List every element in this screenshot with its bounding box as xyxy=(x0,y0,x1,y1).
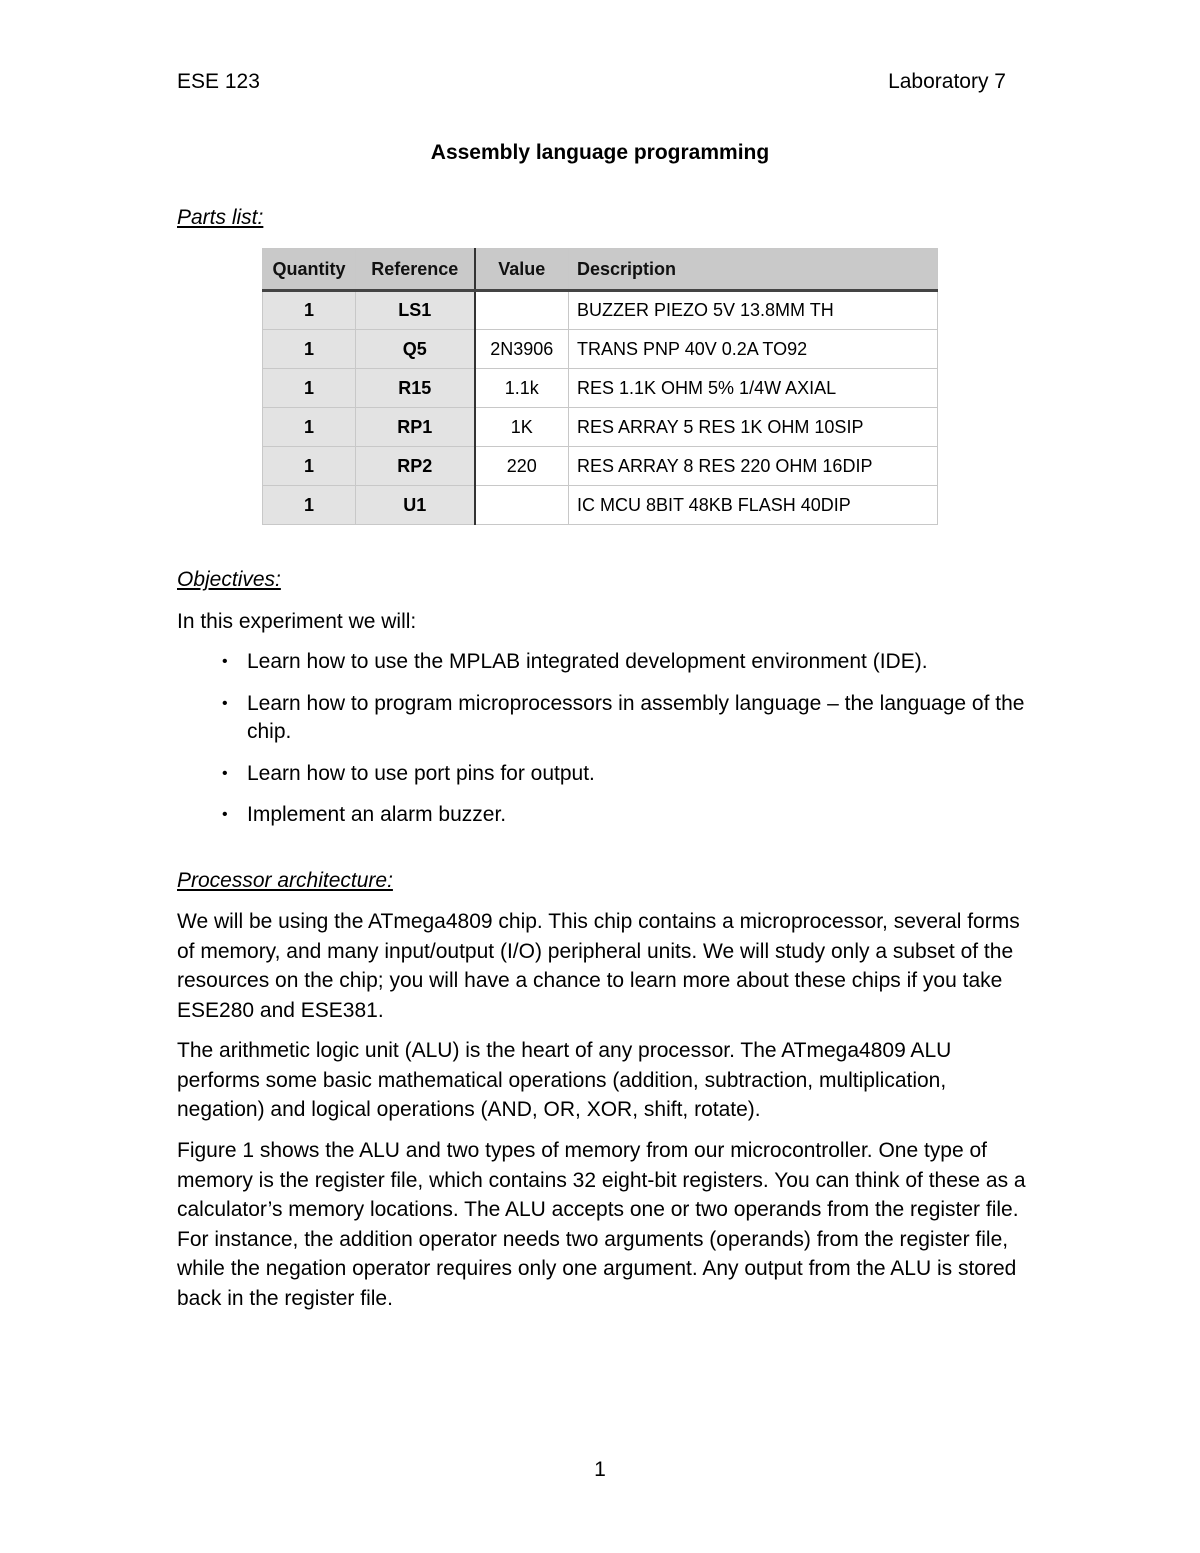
cell-description: RES ARRAY 8 RES 220 OHM 16DIP xyxy=(569,447,938,486)
table-row xyxy=(263,447,938,486)
bullet-icon: • xyxy=(222,653,228,670)
cell-reference: RP2 xyxy=(356,447,475,486)
table-row xyxy=(263,369,938,408)
header-course: ESE 123 xyxy=(177,70,260,93)
cell-quantity: 1 xyxy=(263,447,356,486)
architecture-paragraph-2: The arithmetic logic unit (ALU) is the heart of any processor. The ATmega4809 ALU performs some basic mathematical operations (addition, subtraction, multiplication, negation) and logical operations (AND, OR, XOR, shift, rotate). xyxy=(177,1039,952,1121)
bullet-icon: • xyxy=(222,806,228,823)
cell-reference: LS1 xyxy=(356,291,475,330)
objective-text: Implement an alarm buzzer. xyxy=(247,803,507,826)
cell-quantity: 1 xyxy=(263,486,356,525)
cell-description: RES 1.1K OHM 5% 1/4W AXIAL xyxy=(569,369,938,408)
column-header-quantity: Quantity xyxy=(263,249,356,291)
architecture-paragraph-1: We will be using the ATmega4809 chip. This chip contains a microprocessor, several forms of memory, and many input/output (I/O) peripheral units. We will study only a subset of the resources on the chip; you will have a chance to learn more about these chips if you take ESE280 and ESE381. xyxy=(177,910,1020,1022)
parts-table-header-row xyxy=(263,249,938,291)
cell-quantity: 1 xyxy=(263,408,356,447)
cell-reference: Q5 xyxy=(356,330,475,369)
cell-description: IC MCU 8BIT 48KB FLASH 40DIP xyxy=(569,486,938,525)
bullet-icon: • xyxy=(222,694,228,712)
cell-description: TRANS PNP 40V 0.2A TO92 xyxy=(569,330,938,369)
cell-value: 220 xyxy=(475,447,569,486)
list-item xyxy=(177,801,1027,830)
cell-value xyxy=(475,486,569,525)
cell-quantity: 1 xyxy=(263,330,356,369)
table-row xyxy=(263,486,938,525)
page-number: 1 xyxy=(594,1458,606,1481)
cell-reference: U1 xyxy=(356,486,475,525)
column-header-description: Description xyxy=(569,249,938,291)
parts-list-heading: Parts list: xyxy=(177,206,264,229)
cell-quantity: 1 xyxy=(263,369,356,408)
cell-value: 2N3906 xyxy=(475,330,569,369)
cell-reference: RP1 xyxy=(356,408,475,447)
bullet-icon: • xyxy=(222,764,228,782)
cell-value: 1.1k xyxy=(475,369,569,408)
cell-quantity: 1 xyxy=(263,291,356,330)
cell-value xyxy=(475,291,569,330)
cell-description: RES ARRAY 5 RES 1K OHM 10SIP xyxy=(569,408,938,447)
cell-reference: R15 xyxy=(356,369,475,408)
table-row xyxy=(263,408,938,447)
objectives-list xyxy=(177,648,1027,843)
cell-description: BUZZER PIEZO 5V 13.8MM TH xyxy=(569,291,938,330)
table-row xyxy=(263,291,938,330)
objective-text: Learn how to use the MPLAB integrated development environment (IDE). xyxy=(247,650,928,673)
header-lab: Laboratory 7 xyxy=(888,70,1006,93)
objective-text: Learn how to use port pins for output. xyxy=(247,761,595,785)
list-item xyxy=(177,760,1027,789)
column-header-reference: Reference xyxy=(356,249,475,291)
architecture-paragraph-3: Figure 1 shows the ALU and two types of memory from our microcontroller. One type of memory is the register file, which contains 32 eight-bit registers. You can think of these as a calculator’s memory locations. The ALU accepts one or two operands from the register file. For instance, the addition operator needs two arguments (operands) from the register file, while the negation operator requires only one argument. Any output from the ALU is stored back in the register file. xyxy=(177,1139,1026,1310)
column-header-value: Value xyxy=(475,249,569,291)
cell-value: 1K xyxy=(475,408,569,447)
objectives-heading: Objectives: xyxy=(177,568,281,591)
list-item xyxy=(177,648,1027,677)
objectives-intro: In this experiment we will: xyxy=(177,610,417,633)
objective-text: Learn how to program microprocessors in assembly language – the language of the chip. xyxy=(247,691,1025,743)
list-item xyxy=(177,690,1027,747)
architecture-heading: Processor architecture: xyxy=(177,869,393,892)
table-row xyxy=(263,330,938,369)
page-title: Assembly language programming xyxy=(430,141,770,164)
parts-table xyxy=(262,248,938,525)
